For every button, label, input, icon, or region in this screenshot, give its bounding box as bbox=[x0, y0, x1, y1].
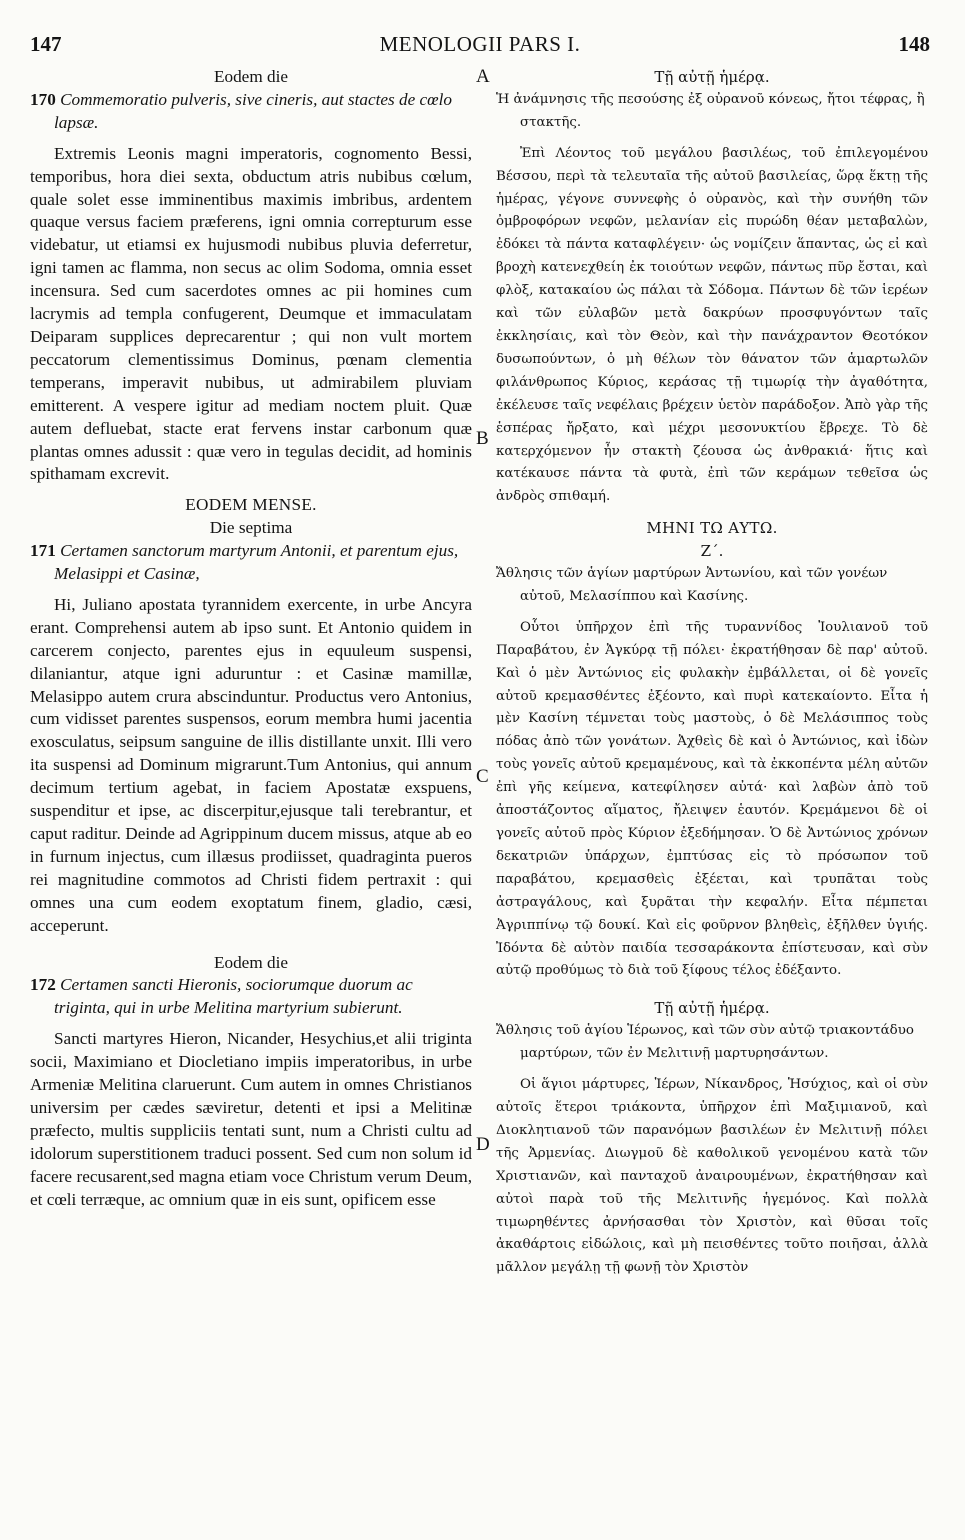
greek-172-title: Ἄθλησις τοῦ ἁγίου Ἱέρωνος, καὶ τῶν σὺν αὐτῷ τριακοντάδυο μαρτύρων, τῶν ἐν Μελιτινῇ μαρτυρησάντων. bbox=[496, 1023, 914, 1062]
left-page-number: 147 bbox=[30, 32, 62, 56]
latin-170-text: Extremis Leonis magni imperatoris, cognomento Bessi, temporibus, hora diei sexta, obductum atris nubibus cœlum, quale solet esse imminentibus maximis imbribus, ardentem quaque versus faciem præferens, igni omnia correpturum esse videbatur, ut etiamsi ex hujusmodi nubibus pluvia deferretur, igni tamen ac flamma, non secus ac olim Sodoma, omnia esset incensura. Sed cum sacerdotes omnes ac pii homines cum lacrymis ad templa confugerent, Deumque et immaculatam Deiparam supplices deprecarentur ; qui non vult mortem peccatorum clementissimus Dominus, pœnam clementia temperans, imperavit nubibus, ut admirabilem pluviam emitterent. A vespere igitur ad mediam noctem pluit. Quæ autem defluebat, stacte erat fervens instar carbonum quæ plantas omnes adussit : quæ vero in tegulas decidit, ad hominis spithamam excrevit. bbox=[30, 143, 472, 484]
latin-171-text: Hi, Juliano apostata tyrannidem exercente, in urbe Ancyra erant. Comprehensi autem ab ipso sunt. Et Antonio quidem in carcerem conjecto, parentes ejus in equuleum suspensi, dilaniantur, atque igni aduruntur : et Casinæ mamillæ, Melasippo autem crura abscinduntur. Productus vero Antonius, cum vidisset parentes suspensos, eorum membra humi jacentia exosculatus, seipsum sanguine de illis distillante unxit. Illi vero ita suspensi ad Dominum migrarunt.Tum Antonius, qui annum decimum tertium agebat, in faciem Apostatæ exspuens, suspenditur et ipse, ac discerpitur,ejusque tali terebrantur, et caput raditur. Deinde ad Agrippinum ducem missus, atque ab eo in furnum injectus, cum illæsus prodiisset, quadraginta pueros rei magnitudine commotos ad Christi fidem pertraxit : qui omnes una cum eodem exoptatum finem, gladio, cæsi, acceperunt. bbox=[30, 594, 472, 935]
page-header bbox=[30, 32, 930, 62]
greek-month-heading: ΜΗΝΙ ΤΩ ΑΥΤΩ. bbox=[646, 519, 778, 538]
margin-letter-a: A bbox=[476, 66, 490, 87]
greek-171-title: Ἄθλησις τῶν ἁγίων μαρτύρων Ἀντωνίου, καὶ τῶν γονέων αὐτοῦ, Μελασίππου καὶ Κασίνης. bbox=[496, 566, 888, 604]
greek-171-text: Οὗτοι ὑπῆρχον ἐπὶ τῆς τυραννίδος Ἰουλιανοῦ τοῦ Παραβάτου, ἐν Ἀγκύρᾳ τῇ πόλει· ἐκρατήθησαν δὲ παρ' αὐτοῦ. Καὶ ὁ μὲν Ἀντώνιος εἰς φυλακὴν ἐμβάλλεται, οἱ δὲ γονεῖς αὐτοῦ κρεμασθέντες ἐξέοντο, καὶ πυρὶ κατεκαίοντο. Εἶτα ἡ μὲν Κασίνη τέμνεται τοὺς μαστοὺς, ὁ δὲ Μελάσιππος τοὺς πόδας ἀπὸ τῶν γονάτων. Ἀχθεὶς δὲ καὶ ὁ Ἀντώνιος, καὶ ἰδὼν τοὺς γονεῖς αὐτοῦ κρεμαμένους, καὶ τὰ ἐκκοπέντα μέλη αὐτῶν ἐπὶ γῆς κείμενα, κατεφίλησεν αὐτά· καὶ λαβὼν ἀπὸ τοῦ ἀποστάζοντος αἵματος, ἤλειψεν ἑαυτόν. Κρεμάμενοι δὲ οἱ γονεῖς αὐτοῦ πρὸς Κύριον ἐξεδήμησαν. Ὁ δὲ Ἀντώνιος χρόνων δεκατριῶν ὑπάρχων, ἐμπτύσας εἰς τὸ πρόσωπον τοῦ παραβάτου, κρεμασθεὶς ἐξέεται, καὶ τρυπᾶται τοὺς ἀστραγάλους, καὶ ξυρᾶται τὴν κεφαλήν. Εἶτα πέμπεται Ἀγριππίνῳ τῷ δουκί. Καὶ εἰς φοῦρνον βληθεὶς, ἐξῆλθεν ὑγιής. Ἰδόντα δὲ αὐτὸν παιδία τεσσαράκοντα ἐπίστευσαν, καὶ σὺν αὐτῷ προθύμως τὸ διὰ τοῦ ξίφους τέλος ἐδέξαντο. bbox=[496, 619, 928, 979]
greek-170-heading: Τῇ αὐτῇ ἡμέρᾳ. bbox=[654, 68, 770, 86]
running-title: MENOLOGII PARS I. bbox=[379, 32, 581, 56]
latin-170-number: 170 bbox=[30, 89, 56, 109]
greek-170-text: Ἐπὶ Λέοντος τοῦ μεγάλου βασιλέως, τοῦ ἐπιλεγομένου Βέσσου, περὶ τὰ τελευταῖα τῆς αὐτοῦ βασιλείας, ὥρᾳ ἕκτῃ τῆς ἡμέρας, γέγονε συννεφὴς ὁ οὐρανὸς, καὶ τὴν συνήθη τῶν ὀμβροφόρων νεφῶν, μελανίαν εἰς πυρώδη θέαν μεταβαλὼν, ἐδόκει τὰ πάντα καταφλέγειν· ὡς νομίζειν ἅπαντας, ὡς εἰ καὶ βροχὴ κατενεχθείη ἐκ τοιούτων νεφῶν, πάντως πῦρ ἔσται, καὶ φλὸξ, κατακαίου ὡς πάλαι τὰ Σόδομα. Πάντων δὲ τῶν ἱερέων καὶ τῶν εὐλαβῶν μετὰ δακρύων προσφυγόντων ταῖς ἐκκλησίαις, καὶ τὸν Θεὸν, καὶ τὴν πανάχραντον Θεοτόκον δυσωπούντων, ὁ μὴ θέλων τὸν θάνατον τῶν ἁμαρτωλῶν φιλάνθρωπος Κύριος, κεράσας τῇ τιμωρίᾳ τὴν ἀγαθότητα, ἐκέλευσε ταῖς νεφέλαις βρέχειν ὑετὸν παράδοξον. Ἀπὸ γὰρ τῆς ἑσπέρας ἤρξατο, καὶ μέχρι μεσονυκτίου ἔβρεχε. Τὸ δὲ κατερχόμενον ἦν στακτὴ ζέουσα ὡς ἀνθρακιά· ἥτις καὶ κατέκαυσε πάντα τὰ φυτὰ, ἐπὶ τῶν κεράμων τεθεῖσα ὡς ἀνδρὸς σπιθαμή. bbox=[496, 145, 928, 505]
latin-172-number: 172 bbox=[30, 975, 56, 995]
latin-172-text: Sancti martyres Hieron, Nicander, Hesychius,et alii triginta socii, Maximiano et Diocletiano impiis imperatoribus, in urbe Armeniæ Melitina claruerunt. Cum autem in omnes Christianos universim per cædes sæviretur, detenti et ipsi a Melitinæ præfecto, multis suppliciis tentati sunt, num a Christi cultu ad idolorum superstitionem traduci possent. Sed cum non solum id facere recusarent,sed magna etiam voce Christum verum Deum, et cœli terræque, ac omnium quæ in eis sunt, opificem esse bbox=[30, 1029, 472, 1209]
greek-170-title: Ἡ ἀνάμνησις τῆς πεσούσης ἐξ οὐρανοῦ κόνεως, ἤτοι τέφρας, ἢ στακτῆς. bbox=[496, 91, 925, 130]
greek-172-text: Οἱ ἅγιοι μάρτυρες, Ἱέρων, Νίκανδρος, Ἡσύχιος, καὶ οἱ σὺν αὐτοῖς ἕτεροι τριάκοντα, ὑπῆρχον ἐπὶ Μαξιμιανοῦ, καὶ Διοκλητιανοῦ τῶν παρανόμων βασιλέων ἐν Μελιτινῇ πόλει τῆς Ἀρμενίας. Διωγμοῦ δὲ καθολικοῦ γενομένου κατὰ τῶν Χριστιανῶν, καὶ πανταχοῦ ἀναιρουμένων, ἐκρατήθησαν καὶ αὐτοὶ παρὰ τοῦ τῆς Μελιτινῆς ἡγεμόνος. Καὶ πολλὰ τιμωρηθέντες ἀρνήσασθαι τὸν Χριστὸν, καὶ θῦσαι τοῖς ἀκαθάρτοις εἰδώλοις, καὶ μὴ πεισθέντες τοῦτο ποιῆσαι, ἀλλὰ μᾶλλον μεγάλῃ τῇ φωνῇ τὸν Χριστὸν bbox=[496, 1077, 928, 1276]
latin-172-heading: Eodem die bbox=[214, 952, 288, 972]
latin-172-title: Certamen sancti Hieronis, sociorumque duorum ac triginta, qui in urbe Melitina martyrium subierunt. bbox=[54, 975, 413, 1018]
latin-171-title: Certamen sanctorum martyrum Antonii, et parentum ejus, Melasippi et Casinæ, bbox=[54, 541, 459, 584]
margin-letter-d: D bbox=[476, 1134, 490, 1155]
latin-column bbox=[30, 66, 472, 1212]
greek-day-heading: Ζ΄. bbox=[700, 542, 724, 561]
greek-172-heading: Τῇ αὐτῇ ἡμέρᾳ. bbox=[654, 999, 770, 1018]
greek-column bbox=[496, 66, 928, 1280]
latin-172-title-block bbox=[30, 974, 472, 1020]
latin-month-heading: EODEM MENSE. bbox=[185, 495, 317, 515]
margin-letter-b: B bbox=[476, 428, 489, 449]
latin-170-title: Commemoratio pulveris, sive cineris, aut stactes de cœlo lapsæ. bbox=[54, 89, 452, 132]
latin-day-heading: Die septima bbox=[209, 518, 293, 538]
latin-171-number: 171 bbox=[30, 541, 56, 561]
latin-171-title-block bbox=[30, 540, 472, 586]
right-page-number: 148 bbox=[898, 32, 930, 56]
margin-letter-c: C bbox=[476, 766, 489, 787]
latin-170-title-block bbox=[30, 89, 472, 135]
latin-170-heading: Eodem die bbox=[214, 67, 288, 86]
